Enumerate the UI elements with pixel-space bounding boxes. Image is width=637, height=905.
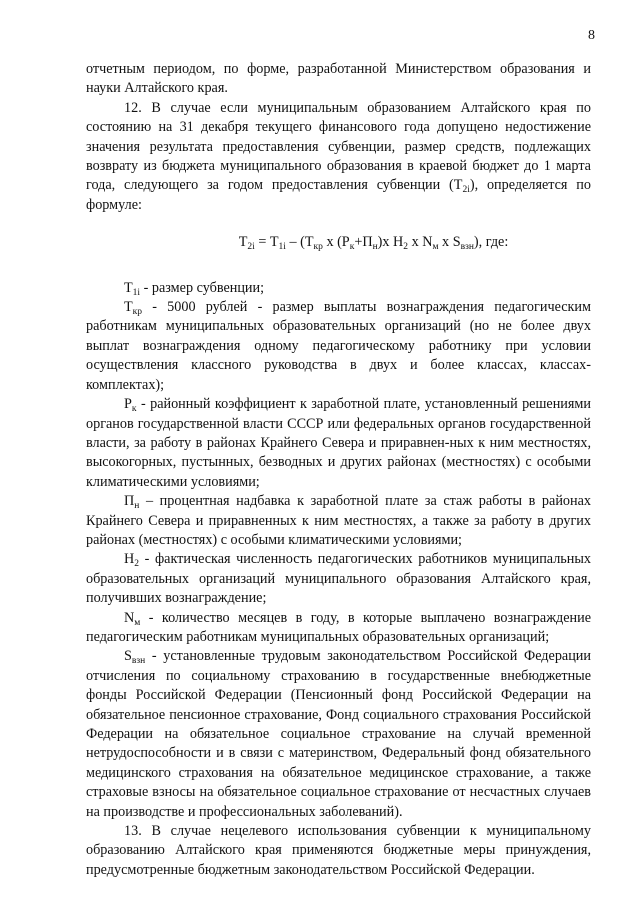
definition-h2 (86, 550, 591, 608)
formula-part: – (Т (285, 234, 314, 251)
formula (86, 233, 591, 252)
formula-sub: 1i (278, 242, 286, 253)
definition-text: - установленные трудовым законодательством Российской Федерации отчисления по социальному страхованию в государственные внебюджетные фонды Российской Федерации (Пенсионный фонд Российской Федерации на обязательное пенсионное страхование, Фонд социального страхования Российской Федерации на обязательное социальное страхование на случай временной нетрудоспособности и в связи с материнством, Федеральный фонд обязательного медицинского страхования на обязательное медицинское страхование, а также страховые взносы на обязательное социальное страхование от несчастных случаев на производстве и профессиональных заболеваний). (86, 648, 591, 820)
formula-part: +П (354, 234, 373, 251)
paragraph-12 (86, 99, 591, 215)
definition-rk (86, 395, 591, 492)
formula-part: Т (238, 234, 248, 251)
paragraph-13: 13. В случае нецелевого использования субвенции к муниципальному образованию Алтайского края применяются бюджетные меры принуждения, предусмотренные бюджетным законодательством Российской Федерации. (86, 823, 591, 878)
formula-part: х N (408, 234, 433, 251)
formula-sub: 2i (247, 242, 255, 253)
definition-sub: к (131, 404, 137, 415)
definition-sub: 2 (134, 559, 139, 570)
definition-sub: взн (131, 656, 146, 667)
definition-symbol: Н (124, 551, 135, 568)
formula-sub: 2 (403, 242, 409, 253)
formula-part: = Т (254, 234, 279, 251)
formula-sub: взн (460, 242, 474, 253)
formula-sub: н (372, 242, 378, 253)
definition-text: - фактическая численность педагогических работников муниципальных образовательных организаций муниципального образования Алтайского края, получивших вознаграждение; (86, 551, 591, 607)
formula-part: х S (438, 234, 461, 251)
definition-pn (86, 492, 591, 550)
formula-part: х (Р (322, 234, 350, 251)
definition-text: - размер субвенции; (140, 279, 265, 296)
definition-symbol: S (124, 648, 132, 665)
definition-text: – процентная надбавка к заработной плате за стаж работы в районах Крайнего Севера и приравненных к ним местностях, а также за работу в других районах (местностях) с особыми климатическими условиями; (86, 493, 591, 548)
paragraph-intro: отчетным периодом, по форме, разработанной Министерством образования и науки Алтайского края. (86, 61, 591, 97)
definition-sub: 1i (132, 287, 141, 298)
definition-tkr (86, 298, 591, 395)
definition-sub: кр (132, 307, 143, 318)
document-body (86, 60, 591, 880)
definition-sub: н (134, 501, 140, 512)
definition-t1i (86, 279, 591, 298)
formula-sub: м (432, 242, 439, 253)
formula-part: )х Н (377, 234, 404, 251)
definition-symbol: Т (124, 299, 133, 316)
definition-text: - количество месяцев в году, в которые выплачено вознаграждение педагогическим работникам муниципальных образовательных организаций; (86, 609, 591, 645)
page-number: 8 (588, 28, 595, 43)
definition-text: - районный коэффициент к заработной плате, установленный решениями органов государственной власти СССР или федеральных органов государственной власти, за работу в районах Крайнего Севера и приравнен-ных к ним местностях, высокогорных, пустынных, безводных и других районах (местностях) с особыми климатическими условиями; (86, 396, 591, 490)
definition-symbol: П (124, 493, 135, 510)
definition-symbol: Р (124, 396, 132, 413)
definition-nm (86, 609, 591, 648)
definition-symbol: Т (124, 279, 133, 296)
definition-svzn (86, 647, 591, 822)
paragraph-12-end: ), определяется по формуле: (86, 177, 591, 213)
formula-sub: к (349, 242, 355, 253)
formula-sub: кр (313, 242, 323, 253)
paragraph-12-sub: 2i (462, 185, 470, 196)
definition-text: - 5000 рублей - размер выплаты вознаграждения педагогическим работникам муниципальных образовательных организаций (но не более двух выплат вознаграждения одному педагогическому работнику при условии осуществления классного руководства в двух и более классах, классах-комплектах); (86, 299, 591, 393)
definition-sub: м (134, 617, 141, 628)
formula-part: ), где: (473, 234, 509, 251)
definition-symbol: N (124, 609, 135, 626)
paragraph-12-text: 12. В случае если муниципальным образованием Алтайского края по состоянию на 31 декабря текущего финансового года допущено недостижение значения результата предоставления субвенции, размер средств, подлежащих возврату из бюджета муниципального образования в краевой бюджет до 1 марта года, следующего за годом предоставления субвенции (Т (86, 99, 591, 194)
